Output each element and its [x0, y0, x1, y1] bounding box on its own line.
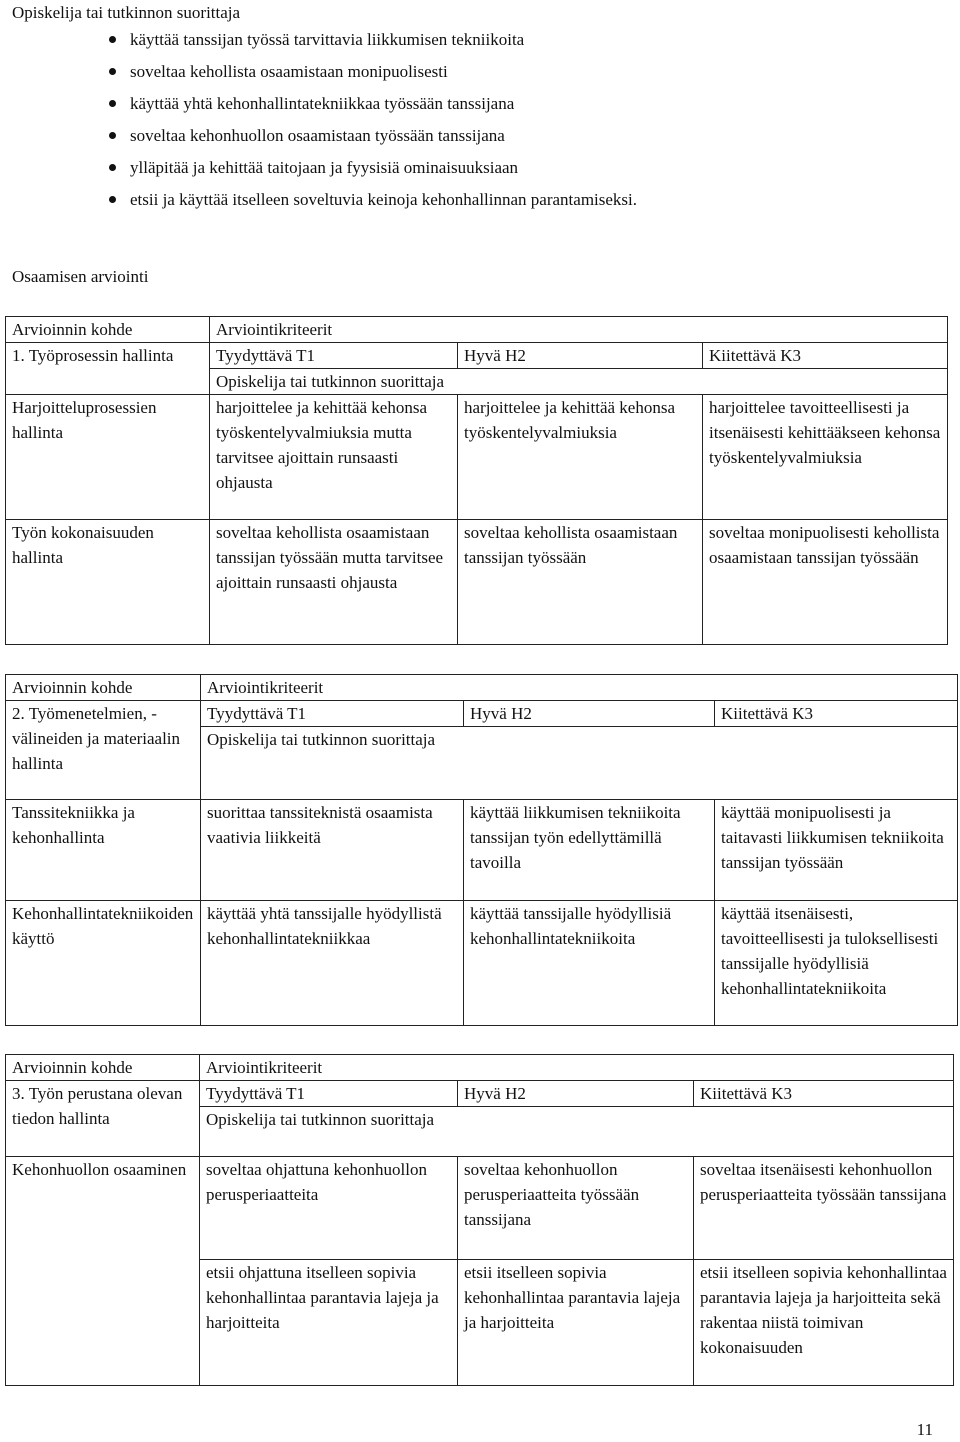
table-row	[6, 1157, 954, 1260]
level-h2: Hyvä H2	[458, 1081, 694, 1107]
criteria-table-3	[5, 1054, 954, 1386]
bullet-dot-icon	[109, 196, 116, 203]
kriteerit-label: Arviointikriteerit	[200, 1055, 954, 1081]
criteria-h2: käyttää tanssijalle hyödyllisiä kehonhallintatekniikoita	[464, 901, 715, 1026]
kriteerit-label: Arviointikriteerit	[201, 675, 958, 701]
level-t1: Tyydyttävä T1	[200, 1081, 458, 1107]
subject-line: Opiskelija tai tutkinnon suorittaja	[200, 1107, 954, 1157]
table-header-row	[6, 675, 958, 701]
kohde-label: Arvioinnin kohde	[6, 1055, 200, 1081]
level-h2: Hyvä H2	[464, 701, 715, 727]
section-heading: Osaamisen arviointi	[12, 267, 149, 286]
criteria-table-2	[5, 674, 958, 1026]
bullet-item	[130, 123, 637, 155]
bullet-item	[130, 155, 637, 187]
levels-row	[6, 701, 958, 727]
topic-cell: 3. Työn perustana olevan tiedon hallinta	[6, 1081, 200, 1157]
bullet-text: soveltaa kehonhuollon osaamistaan työssään tanssijana	[130, 126, 505, 145]
bullet-item	[130, 91, 637, 123]
level-t1: Tyydyttävä T1	[201, 701, 464, 727]
skills-bullet-list	[130, 27, 637, 219]
subject-line: Opiskelija tai tutkinnon suorittaja	[210, 369, 948, 395]
criteria-h2: harjoittelee ja kehittää kehonsa työskentelyvalmiuksia	[458, 395, 703, 520]
level-k3: Kiitettävä K3	[715, 701, 958, 727]
bullet-dot-icon	[109, 100, 116, 107]
level-h2: Hyvä H2	[458, 343, 703, 369]
table-row	[6, 901, 958, 1026]
row-target: Kehonhuollon osaaminen	[6, 1157, 200, 1386]
criteria-h2: soveltaa kehonhuollon perusperiaatteita työssään tanssijana	[458, 1157, 694, 1260]
bullet-dot-icon	[109, 132, 116, 139]
criteria-h2: soveltaa kehollista osaamistaan tanssijan työssään	[458, 520, 703, 645]
criteria-t1: etsii ohjattuna itselleen sopivia kehonhallintaa parantavia lajeja ja harjoitteita	[200, 1260, 458, 1386]
row-target: Harjoitteluprosessien hallinta	[6, 395, 210, 520]
topic-cell: 2. Työmenetelmien, -välineiden ja materiaalin hallinta	[6, 701, 201, 800]
level-t1: Tyydyttävä T1	[210, 343, 458, 369]
table-row	[6, 800, 958, 901]
level-k3: Kiitettävä K3	[694, 1081, 954, 1107]
table-header-row	[6, 1055, 954, 1081]
bullet-item	[130, 187, 637, 219]
criteria-h2: etsii itselleen sopivia kehonhallintaa parantavia lajeja ja harjoitteita	[458, 1260, 694, 1386]
kriteerit-label: Arviointikriteerit	[210, 317, 948, 343]
bullet-text: käyttää yhtä kehonhallintatekniikkaa työssään tanssijana	[130, 94, 515, 113]
bullet-item	[130, 59, 637, 91]
criteria-t1: käyttää yhtä tanssijalle hyödyllistä kehonhallintatekniikkaa	[201, 901, 464, 1026]
page-number: 11	[916, 1420, 933, 1439]
criteria-t1: suorittaa tanssiteknistä osaamista vaativia liikkeitä	[201, 800, 464, 901]
table-header-row	[6, 317, 948, 343]
criteria-k3: käyttää monipuolisesti ja taitavasti liikkumisen tekniikoita tanssijan työssään	[715, 800, 958, 901]
criteria-k3: käyttää itsenäisesti, tavoitteellisesti ja tuloksellisesti tanssijalle hyödyllisiä kehonhallintatekniikoita	[715, 901, 958, 1026]
level-k3: Kiitettävä K3	[703, 343, 948, 369]
topic-cell: 1. Työprosessin hallinta	[6, 343, 210, 395]
criteria-t1: soveltaa ohjattuna kehonhuollon perusperiaatteita	[200, 1157, 458, 1260]
criteria-h2: käyttää liikkumisen tekniikoita tanssijan työn edellyttämillä tavoilla	[464, 800, 715, 901]
criteria-k3: soveltaa itsenäisesti kehonhuollon perusperiaatteita työssään tanssijana	[694, 1157, 954, 1260]
table-row	[6, 395, 948, 520]
bullet-dot-icon	[109, 164, 116, 171]
kohde-label: Arvioinnin kohde	[6, 675, 201, 701]
bullet-text: käyttää tanssijan työssä tarvittavia liikkumisen tekniikoita	[130, 30, 525, 49]
bullet-dot-icon	[109, 68, 116, 75]
table-row	[6, 520, 948, 645]
criteria-k3: harjoittelee tavoitteellisesti ja itsenäisesti kehittääkseen kehonsa työskentelyvalmiuksia	[703, 395, 948, 520]
row-target: Työn kokonaisuuden hallinta	[6, 520, 210, 645]
kohde-label: Arvioinnin kohde	[6, 317, 210, 343]
levels-row	[6, 343, 948, 369]
bullet-dot-icon	[109, 36, 116, 43]
subject-line: Opiskelija tai tutkinnon suorittaja	[201, 727, 958, 800]
criteria-t1: soveltaa kehollista osaamistaan tanssijan työssään mutta tarvitsee ajoittain runsaasti ohjausta	[210, 520, 458, 645]
bullet-text: soveltaa kehollista osaamistaan monipuolisesti	[130, 62, 448, 81]
bullet-text: etsii ja käyttää itselleen soveltuvia keinoja kehonhallinnan parantamiseksi.	[130, 190, 638, 209]
bullet-item	[130, 27, 637, 59]
row-target: Tanssitekniikka ja kehonhallinta	[6, 800, 201, 901]
levels-row	[6, 1081, 954, 1107]
intro-heading: Opiskelija tai tutkinnon suorittaja	[12, 3, 241, 22]
criteria-k3: etsii itselleen sopivia kehonhallintaa parantavia lajeja ja harjoitteita sekä rakentaa niistä toimivan kokonaisuuden	[694, 1260, 954, 1386]
criteria-k3: soveltaa monipuolisesti kehollista osaamistaan tanssijan työssään	[703, 520, 948, 645]
bullet-text: ylläpitää ja kehittää taitojaan ja fyysisiä ominaisuuksiaan	[130, 158, 519, 177]
criteria-t1: harjoittelee ja kehittää kehonsa työskentelyvalmiuksia mutta tarvitsee ajoittain runsaasti ohjausta	[210, 395, 458, 520]
row-target: Kehonhallintatekniikoiden käyttö	[6, 901, 201, 1026]
criteria-table-1	[5, 316, 948, 645]
